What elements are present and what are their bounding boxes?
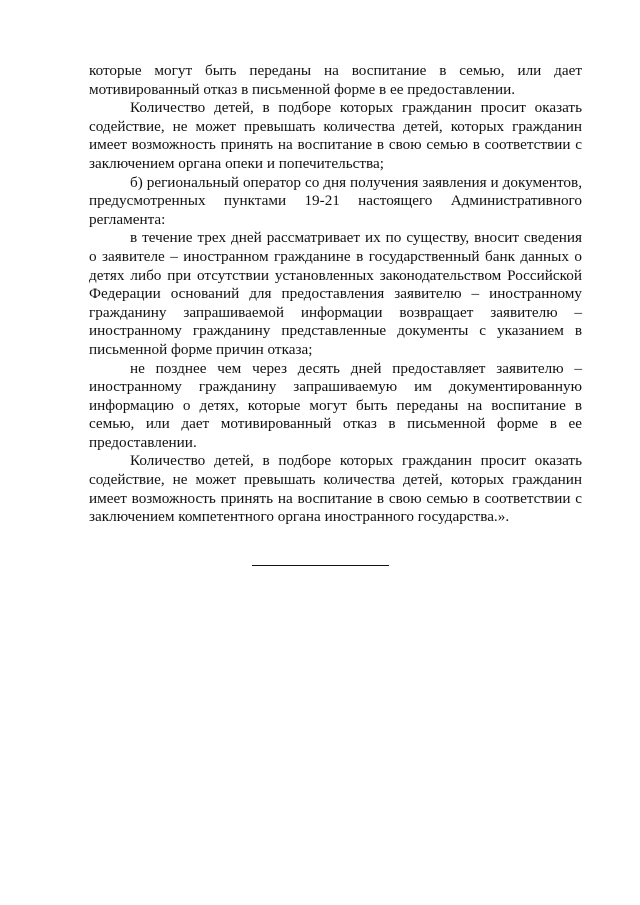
paragraph-regional-operator: б) региональный оператор со дня получения заявления и документов, предусмотренных пунктами 19-21 настоящего Административного регламента: [89,173,582,228]
paragraph-three-days: в течение трех дней рассматривает их по существу, вносит сведения о заявителе – иностранном гражданине в государственный банк данных о детях либо при отсутствии установленных законодательством Российской Федерации оснований для предоставления заявителю – иностранному гражданину запрашиваемой информации возвращает заявителю – иностранному гражданину представленные документы с указанием в письменной форме причин отказа; [89,229,582,358]
closing-separator-line [252,565,389,566]
paragraph-ten-days: не позднее чем через десять дней предоставляет заявителю – иностранному гражданину запрашиваемую им документированную информацию о детях, которые могут быть переданы на воспитание в семью, или дает мотивированный отказ в письменной форме в ее предоставлении. [89,359,582,451]
paragraph-child-count-foreign: Количество детей, в подборе которых гражданин просит оказать содействие, не может превышать количества детей, которых гражданин имеет возможность принять на воспитание в свою семью в соответствии с заключением компетентного органа иностранного государства.». [89,452,582,526]
paragraph-child-count-guardianship: Количество детей, в подборе которых гражданин просит оказать содействие, не может превышать количества детей, которых гражданин имеет возможность принять на воспитание в свою семью в соответствии с заключением органа опеки и попечительства; [89,99,582,172]
paragraph-continuation: которые могут быть переданы на воспитание в семью, или дает мотивированный отказ в письменной форме в ее предоставлении. [89,62,582,98]
document-body [89,62,582,527]
